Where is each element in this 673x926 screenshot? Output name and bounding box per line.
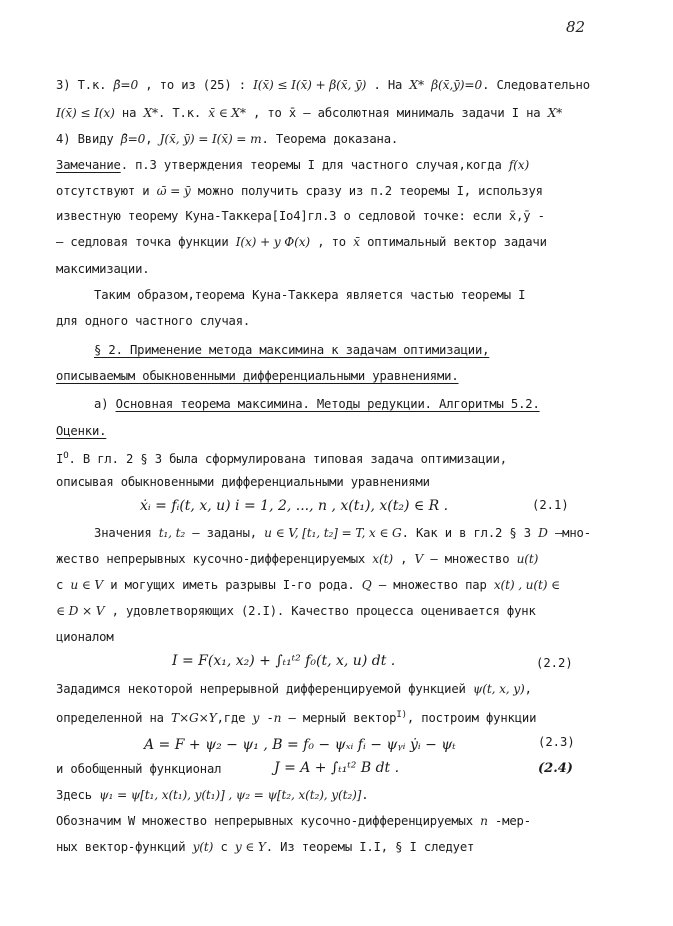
text-span: жество непрерывных кусочно-дифференцируемых: [56, 552, 373, 566]
text-span: . В гл. 2 § 3 была сформулирована типовая задача оптимизации,: [68, 452, 507, 467]
text-span: , то x̄ – абсолютная минималь задачи I на: [245, 106, 548, 120]
handwritten-insert: β̄=0: [113, 78, 139, 92]
handwritten-insert: x̄ ∈ X*: [208, 106, 246, 120]
text-span: – заданы,: [185, 526, 265, 540]
text-line: [56, 628, 114, 646]
text-line: [56, 838, 474, 856]
text-span: -мер-: [487, 814, 531, 828]
text-line: [56, 312, 250, 330]
handwritten-insert: I(x̄) ≤ I(x): [56, 106, 115, 120]
handwritten-insert: ∈ D × V: [56, 604, 105, 618]
handwritten-insert: x(t) , u(t) ∈: [493, 578, 560, 592]
text-span: описывая обыкновенными дифференциальными уравнениями: [56, 475, 430, 489]
handwritten-insert: T×G×Y: [171, 711, 217, 726]
text-line: [56, 130, 398, 148]
underlined-text: Основная теорема максимина. Методы редукции. Алгоритмы 5.2.: [115, 397, 540, 411]
underlined-text: Оценки.: [56, 424, 107, 438]
text-line: [56, 182, 543, 200]
handwritten-insert: X*: [409, 78, 424, 92]
text-span: 3) Т.к.: [56, 78, 114, 92]
text-span: ,где: [216, 711, 253, 726]
formula-2-4: J = A + ∫ₜ₁ᵗ² B dt .: [274, 760, 400, 776]
text-span: известную теорему Куна-Таккера[Io4]гл.3 о седловой точке: если x̄,ȳ -: [56, 209, 545, 223]
text-line: [56, 680, 532, 698]
text-span: – множество пар: [371, 578, 494, 592]
handwritten-insert: u(t): [516, 552, 539, 566]
handwritten-insert: y(t): [192, 840, 214, 854]
handwritten-insert: I(x) + y Φ(x): [235, 235, 311, 249]
text-span: , то из (25) :: [138, 78, 254, 92]
handwritten-insert: X*: [143, 106, 158, 120]
text-line: [94, 524, 591, 542]
text-span: . Т.к.: [157, 106, 209, 120]
text-line: [56, 706, 536, 727]
text-span: Зададимся некоторой непрерывной дифференцируемой функцией: [56, 682, 473, 696]
text-span: ,: [392, 552, 415, 566]
text-span: I: [56, 452, 64, 467]
formula-2-3: A = F + ψ₂ − ψ₁ , B = f₀ − ψₓᵢ fᵢ − ψᵧᵢ ẏᵢ − ψₜ: [144, 737, 456, 753]
page-number: 82: [566, 18, 586, 36]
text-span: оптимальный вектор задачи: [359, 235, 547, 249]
text-line: [94, 286, 525, 304]
handwritten-insert: f(x): [508, 158, 530, 172]
text-span: Таким образом,теорема Куна-Таккера является частью теоремы I: [94, 288, 526, 302]
text-line: [56, 576, 560, 594]
text-span: Значения: [94, 526, 159, 540]
handwritten-insert: n: [480, 814, 488, 828]
text-span: . п.3 утверждения теоремы I для частного случая,когда: [120, 158, 509, 172]
text-span: и могущих иметь разрывы I-го рода.: [103, 578, 362, 592]
section-heading-line: [56, 367, 459, 385]
text-line: [56, 207, 545, 225]
equation-number-2-2: (2.2): [536, 656, 573, 670]
text-span: максимизации.: [56, 262, 150, 276]
handwritten-insert: Q: [361, 578, 372, 592]
text-span: .: [361, 788, 369, 802]
section-heading-line: [94, 341, 489, 359]
text-span: определенной на: [56, 711, 171, 726]
text-span: I): [396, 710, 407, 720]
handwritten-insert: y: [252, 711, 260, 726]
text-span: . На: [366, 78, 410, 92]
text-line: [56, 760, 221, 778]
text-span: – седловая точка функции: [56, 235, 236, 249]
handwritten-insert: n: [273, 711, 282, 726]
text-line: [56, 812, 531, 830]
handwritten-insert: ψ(t, x, y): [472, 682, 525, 696]
text-line: [56, 550, 538, 568]
text-span: . Как и в гл.2 § 3: [401, 526, 539, 540]
text-line: [56, 260, 149, 278]
handwritten-insert: V: [414, 552, 424, 566]
text-span: Здесь: [56, 788, 100, 802]
text-span: , то: [310, 235, 354, 249]
subsection-heading-line: [94, 395, 540, 413]
text-span: отсутствуют и: [56, 184, 157, 198]
text-span: . Теорема доказана.: [261, 132, 399, 146]
formula-2-2: I = F(x₁, x₂) + ∫ₜ₁ᵗ² f₀(t, x, u) dt .: [172, 653, 396, 669]
handwritten-insert: β̄=0: [120, 132, 146, 146]
text-line: [56, 104, 562, 122]
text-span: для одного частного случая.: [56, 314, 251, 328]
text-line: [56, 447, 507, 468]
text-line: [56, 473, 430, 491]
underlined-text: Замечание: [56, 158, 121, 172]
text-span: . Из теоремы I.I, § I следует: [265, 840, 475, 854]
handwritten-insert: x̄: [353, 235, 360, 249]
text-span: с: [56, 578, 71, 592]
handwritten-insert: I(x̄) ≤ I(x̄) + β(x̄, ȳ): [253, 78, 367, 92]
handwritten-insert: ψ₁ = ψ[t₁, x(t₁), y(t₁)] , ψ₂ = ψ[t₂, x(t₂), y(t₂)]: [99, 788, 362, 802]
text-span: – множество: [423, 552, 517, 566]
text-span: . Следовательно: [482, 78, 590, 92]
text-span: – мерный вектор: [281, 711, 397, 726]
handwritten-insert: ω̄ = ȳ: [156, 184, 191, 198]
handwritten-insert: D: [538, 526, 548, 540]
text-span: –мно-: [547, 526, 591, 540]
text-line: [56, 786, 368, 804]
text-span: ных вектор-функций: [56, 840, 193, 854]
handwritten-insert: X*: [547, 106, 563, 120]
text-span: можно получить сразу из п.2 теоремы I, используя: [190, 184, 543, 198]
equation-number-2-3: (2.3): [538, 735, 575, 749]
handwritten-insert: J(x̄, ȳ) = I(x̄) = m: [159, 132, 262, 146]
text-span: ,: [524, 682, 532, 696]
subsection-heading-line: [56, 422, 106, 440]
text-line: [56, 602, 536, 620]
text-span: и обобщенный функционал: [56, 762, 222, 776]
formula-2-1: ẋᵢ = fᵢ(t, x, u) i = 1, 2, ..., n , x(t₁), x(t₂) ∈ R .: [140, 498, 449, 514]
underlined-text: описываемым обыкновенными дифференциальными уравнениями.: [56, 369, 459, 383]
text-line: [56, 156, 529, 174]
text-span: , построим функции: [406, 711, 537, 726]
text-span: ционалом: [56, 630, 114, 644]
text-span: с: [213, 840, 235, 854]
handwritten-insert: u ∈ V: [70, 578, 104, 592]
equation-number-2-1: (2.1): [532, 498, 569, 512]
handwritten-insert: u ∈ V, [t₁, t₂] = T, x ∈ G: [264, 526, 402, 540]
handwritten-insert: x(t): [372, 552, 393, 566]
text-span: -: [259, 711, 274, 726]
underlined-text: § 2. Применение метода максимина к задачам оптимизации,: [94, 343, 490, 357]
handwritten-insert: y ∈ Y: [234, 840, 266, 854]
equation-number-2-4: (2.4): [538, 761, 573, 776]
handwritten-insert: t₁, t₂: [158, 526, 186, 540]
text-line: [56, 233, 547, 251]
text-span: ,: [145, 132, 160, 146]
text-span: 4) Ввиду: [56, 132, 121, 146]
text-span: Обозначим W множество непрерывных кусочно-дифференцируемых: [56, 814, 481, 828]
text-span: O: [63, 451, 69, 461]
text-span: , удовлетворяющих (2.I). Качество процесса оценивается функ: [104, 604, 536, 618]
handwritten-insert: β(x̄,ȳ)=0: [431, 78, 483, 92]
text-span: на: [114, 106, 144, 120]
text-span: а): [94, 397, 116, 411]
text-line: [56, 76, 590, 94]
